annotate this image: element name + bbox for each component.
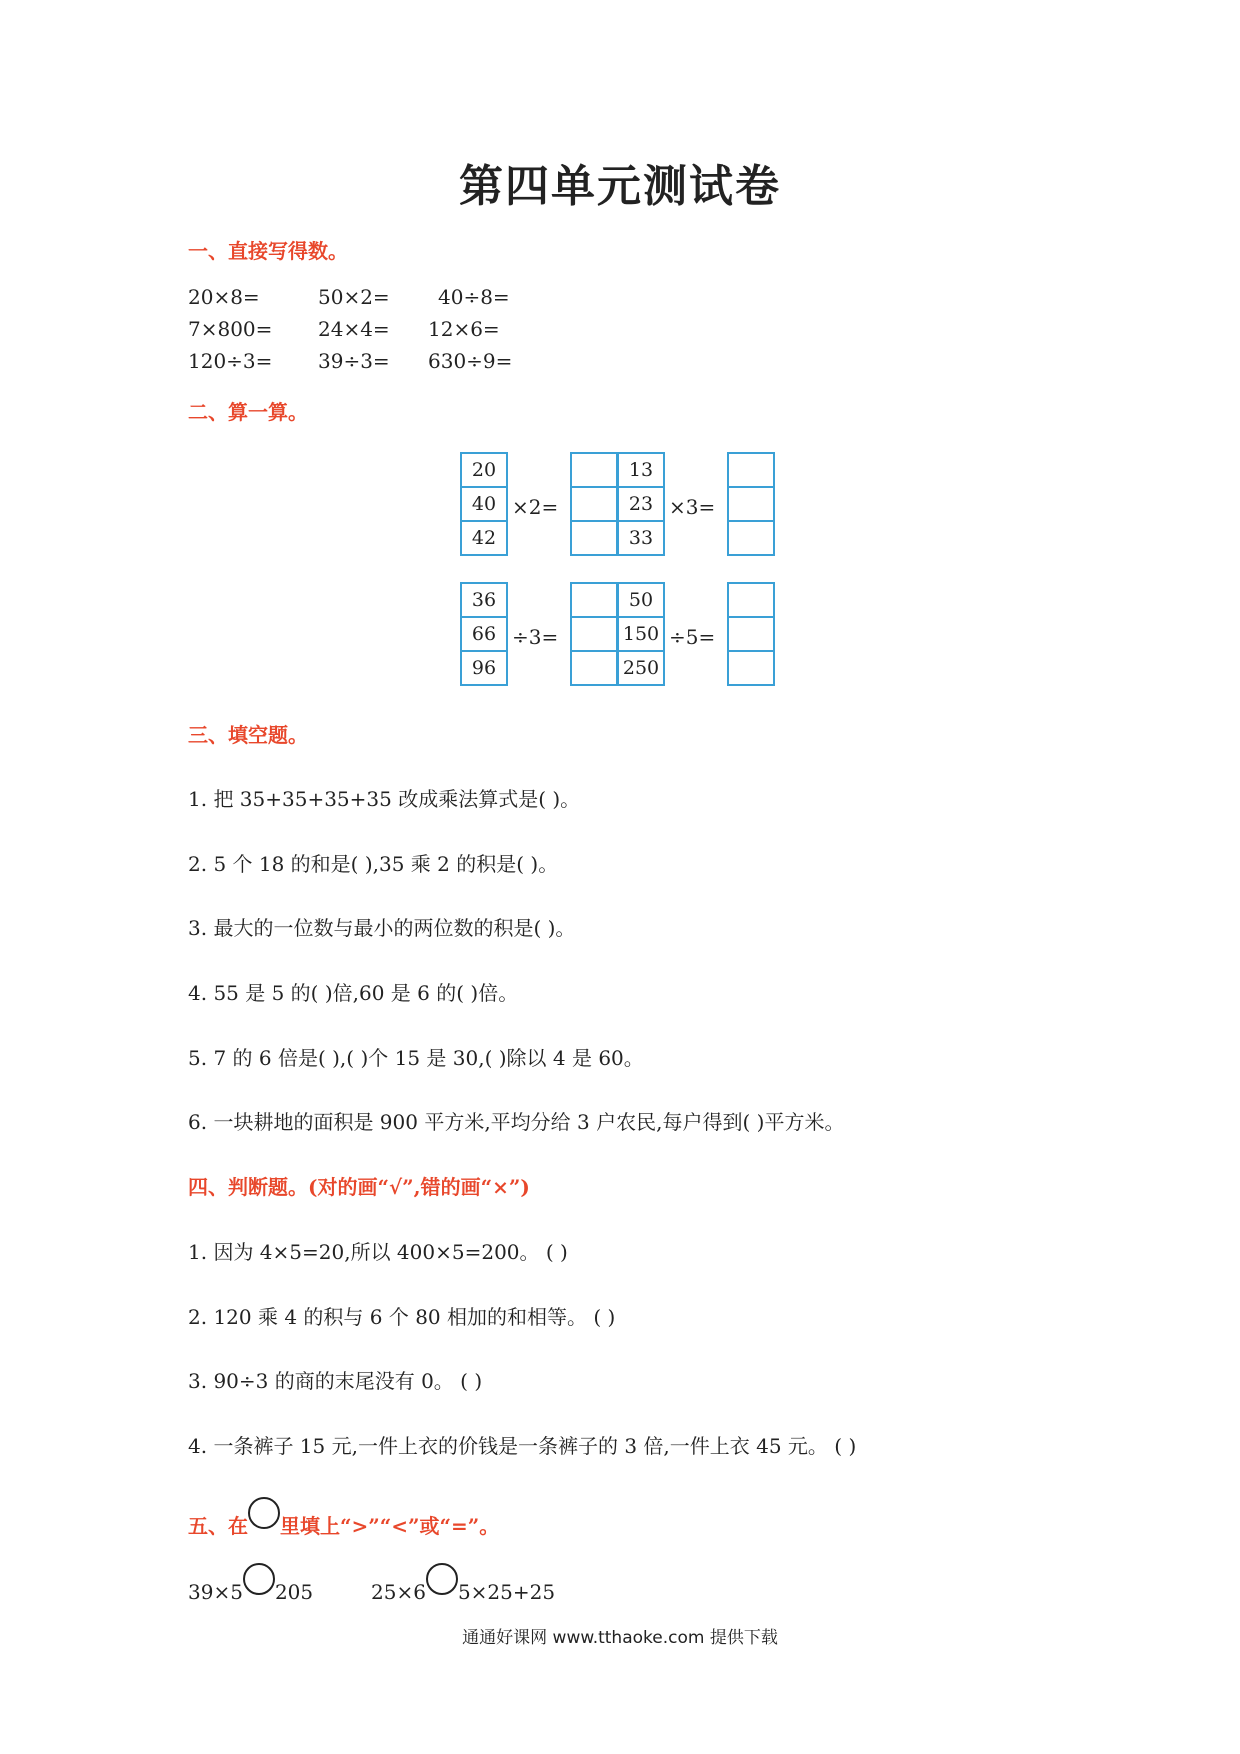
section-3-heading: 三、填空题。 bbox=[188, 723, 308, 747]
oral-calc: 50×2= bbox=[318, 285, 390, 309]
oral-calc: 7×800= bbox=[188, 317, 273, 341]
oral-calc: 39÷3= bbox=[318, 349, 390, 373]
fill-question: 6. 一块耕地的面积是 900 平方米,平均分给 3 户农民,每户得到( )平方米。 bbox=[188, 1110, 845, 1134]
section-2-heading: 二、算一算。 bbox=[188, 400, 308, 424]
answer-column bbox=[727, 452, 775, 556]
compare-circle[interactable] bbox=[426, 1563, 458, 1595]
answer-cell[interactable] bbox=[572, 520, 616, 554]
operator-label: ×2= bbox=[512, 495, 559, 519]
judge-question: 1. 因为 4×5=20,所以 400×5=200。 ( ) bbox=[188, 1240, 568, 1264]
oral-calc: 24×4= bbox=[318, 317, 390, 341]
answer-cell[interactable] bbox=[729, 520, 773, 554]
operand-cell: 13 bbox=[628, 459, 654, 481]
oral-calc: 20×8= bbox=[188, 285, 260, 309]
compare-circle[interactable] bbox=[243, 1563, 275, 1595]
judge-question: 3. 90÷3 的商的末尾没有 0。 ( ) bbox=[188, 1369, 483, 1393]
operand-column bbox=[617, 452, 665, 556]
answer-cell[interactable] bbox=[729, 454, 773, 486]
operand-cell: 33 bbox=[619, 520, 663, 554]
answer-cell[interactable] bbox=[572, 454, 616, 486]
answer-cell[interactable] bbox=[572, 486, 616, 520]
operand-cell: 40 bbox=[462, 486, 506, 520]
operator-label: ÷5= bbox=[669, 625, 716, 649]
operand-cell: 36 bbox=[471, 589, 497, 611]
operand-cell: 20 bbox=[471, 459, 497, 481]
compare-left: 39×5 bbox=[188, 1580, 243, 1604]
judge-question: 4. 一条裤子 15 元,一件上衣的价钱是一条裤子的 3 倍,一件上衣 45 元。 ( ) bbox=[188, 1434, 857, 1458]
compare-item bbox=[371, 1563, 555, 1604]
operand-column bbox=[617, 582, 665, 686]
answer-cell[interactable] bbox=[572, 584, 616, 616]
operand-cell: 50 bbox=[628, 589, 654, 611]
fill-question: 3. 最大的一位数与最小的两位数的积是( )。 bbox=[188, 916, 576, 940]
section-5-text: 五、在 bbox=[188, 1514, 248, 1538]
operand-cell: 66 bbox=[462, 616, 506, 650]
compare-left: 25×6 bbox=[371, 1580, 426, 1604]
section-5-text: 里填上“>”“<”或“=”。 bbox=[280, 1514, 500, 1538]
compare-right: 205 bbox=[274, 1580, 314, 1604]
operand-cell: 96 bbox=[462, 650, 506, 684]
oral-calc: 12×6= bbox=[428, 317, 500, 341]
answer-cell[interactable] bbox=[729, 486, 773, 520]
operator-label: ÷3= bbox=[512, 625, 559, 649]
section-5-heading bbox=[188, 1497, 499, 1539]
operator-label: ×3= bbox=[669, 495, 716, 519]
footer-credit: 通通好课网 www.tthaoke.com 提供下载 bbox=[462, 1628, 778, 1648]
answer-cell[interactable] bbox=[729, 616, 773, 650]
compare-item bbox=[188, 1563, 313, 1604]
operand-column bbox=[460, 452, 508, 556]
answer-cell[interactable] bbox=[729, 584, 773, 616]
answer-column bbox=[570, 582, 618, 686]
answer-cell[interactable] bbox=[572, 650, 616, 684]
operand-column bbox=[460, 582, 508, 686]
operand-cell: 23 bbox=[619, 486, 663, 520]
oral-calc: 40÷8= bbox=[438, 285, 510, 309]
fill-question: 2. 5 个 18 的和是( ),35 乘 2 的积是( )。 bbox=[188, 852, 559, 876]
answer-cell[interactable] bbox=[729, 650, 773, 684]
answer-cell[interactable] bbox=[572, 616, 616, 650]
fill-question: 4. 55 是 5 的( )倍,60 是 6 的( )倍。 bbox=[188, 981, 519, 1005]
oral-calc: 120÷3= bbox=[188, 349, 273, 373]
answer-column bbox=[727, 582, 775, 686]
operand-cell: 150 bbox=[619, 616, 663, 650]
oral-calc: 630÷9= bbox=[428, 349, 513, 373]
section-1-heading: 一、直接写得数。 bbox=[188, 239, 348, 263]
compare-right: 5×25+25 bbox=[457, 1580, 556, 1604]
circle-icon bbox=[248, 1497, 280, 1529]
page-title: 第四单元测试卷 bbox=[459, 161, 781, 212]
operand-cell: 250 bbox=[619, 650, 663, 684]
answer-column bbox=[570, 452, 618, 556]
judge-question: 2. 120 乘 4 的积与 6 个 80 相加的和相等。 ( ) bbox=[188, 1305, 616, 1329]
operand-cell: 42 bbox=[462, 520, 506, 554]
fill-question: 1. 把 35+35+35+35 改成乘法算式是( )。 bbox=[188, 787, 581, 811]
section-4-heading: 四、判断题。(对的画“√”,错的画“×”) bbox=[188, 1175, 530, 1199]
fill-question: 5. 7 的 6 倍是( ),( )个 15 是 30,( )除以 4 是 60。 bbox=[188, 1046, 644, 1070]
